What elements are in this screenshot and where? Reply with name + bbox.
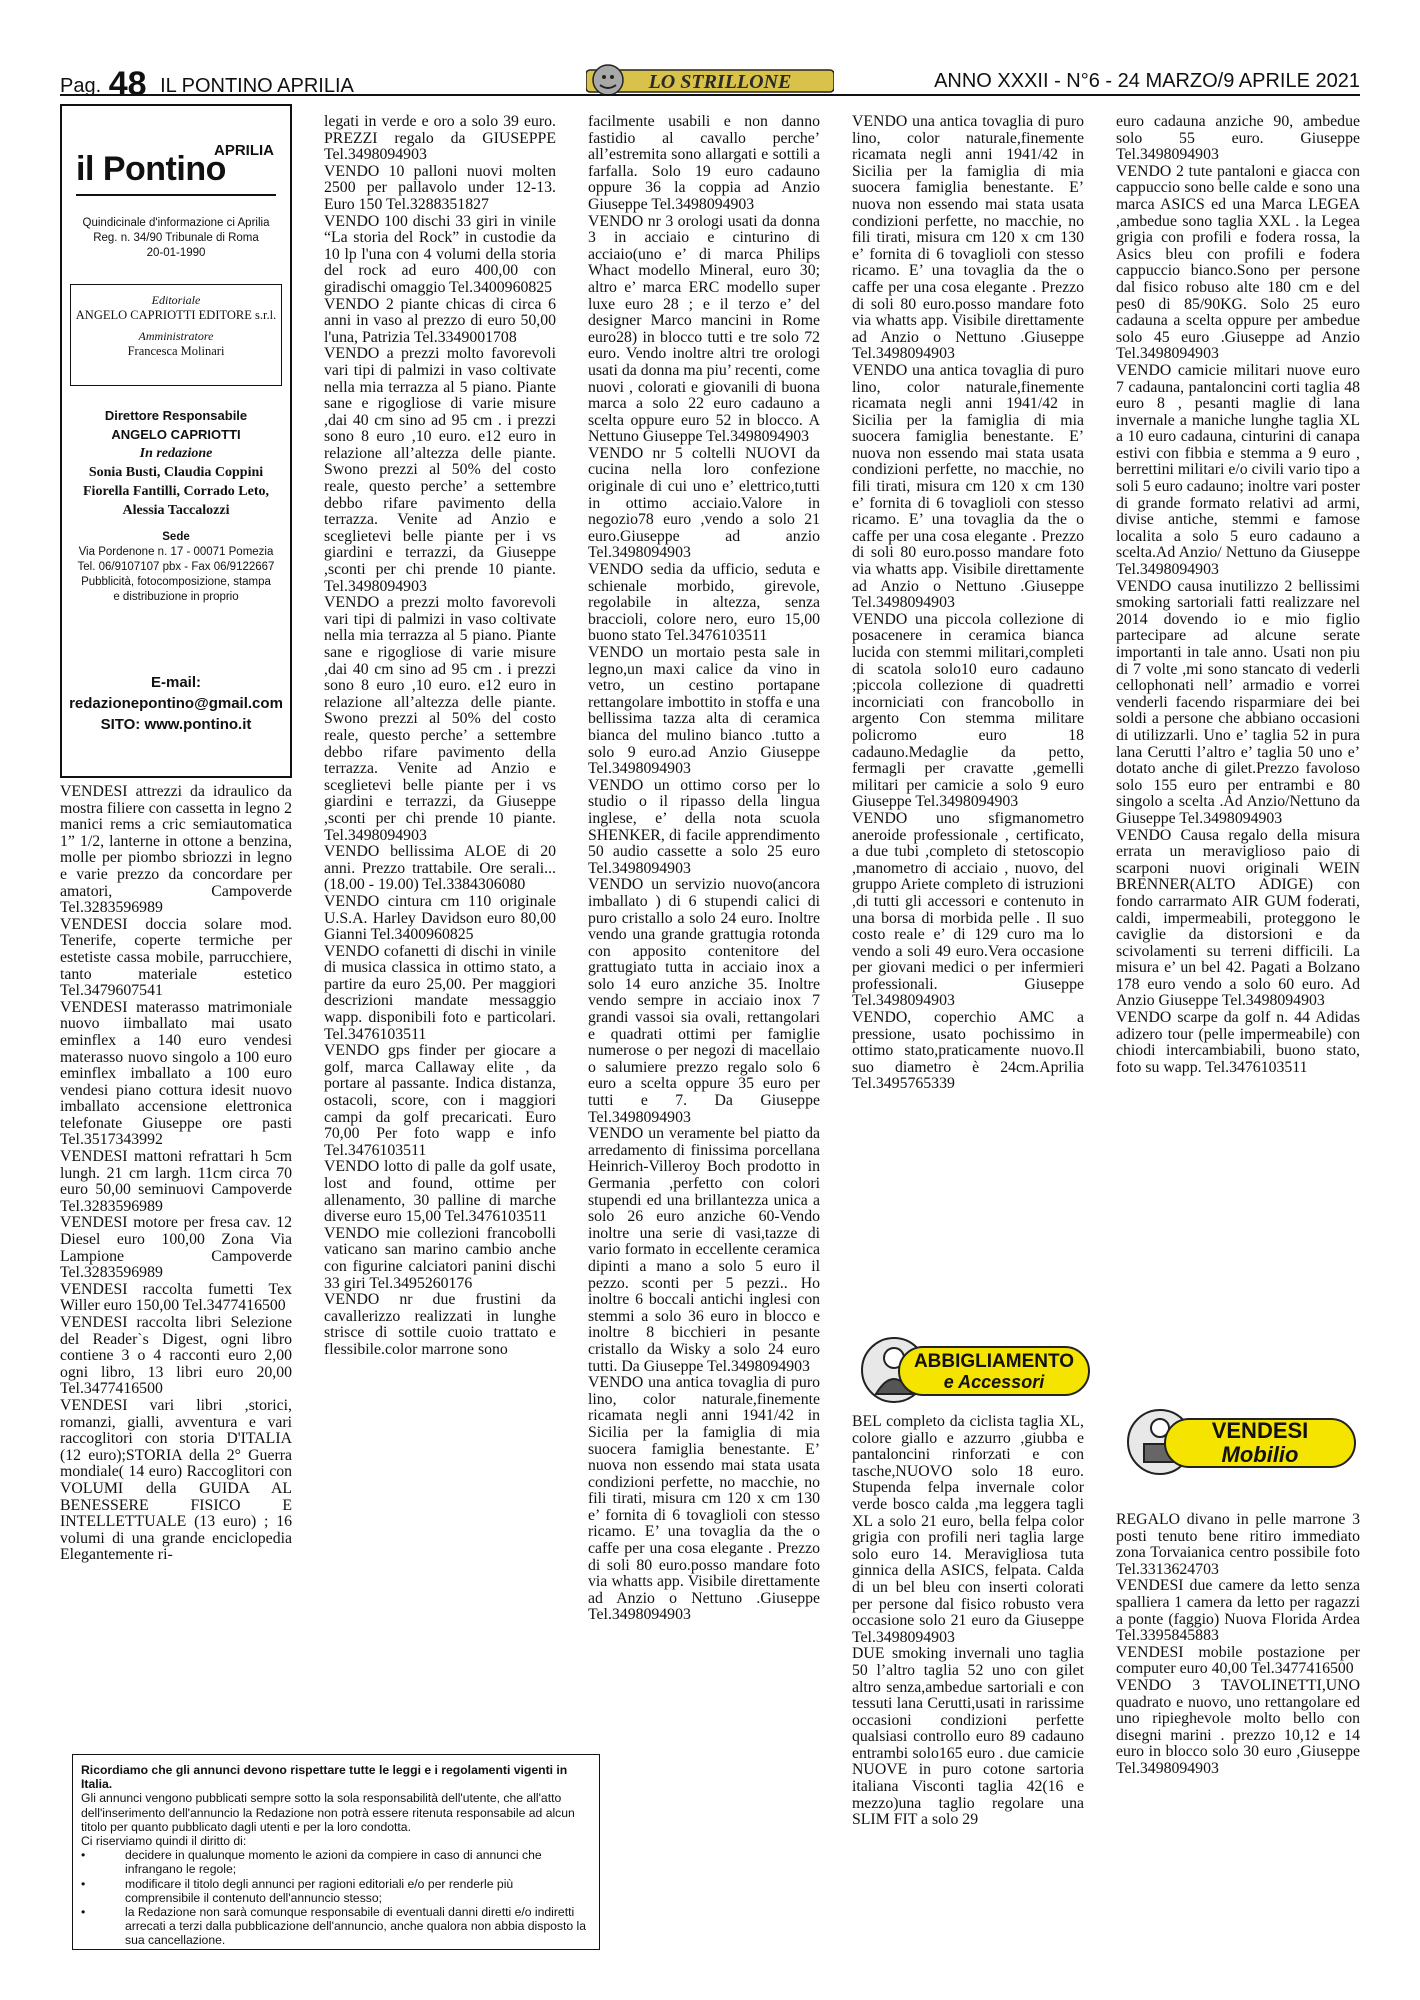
bullet-mark: • [81, 1905, 86, 1920]
ad-item: VENDO bellissima ALOE di 20 anni. Prezzo trattabile. Ore serali... (18.00 - 19.00) Tel.3384306080 [324, 843, 556, 894]
header-rule [60, 94, 1360, 96]
issue-info: ANNO XXXII - N°6 - 24 MARZO/9 APRILE 2021 [934, 70, 1360, 92]
ad-item: VENDO un mortaio pesta sale in legno,un maxi calice da vino in vetro, un cestino portapane rettangolare imbottito in stoffa e una bellissima tazza alta di ceramica bianca del mulino bianco .tutto a solo 9 euro.ad Anzio Giuseppe Tel.3498094903 [588, 644, 820, 778]
website-link[interactable]: SITO: www.pontino.it [100, 716, 252, 733]
ad-item: VENDO una antica tovaglia di puro lino, color naturale,finemente ricamata negli anni 1941/42 in Sicilia per la famiglia di mia suocera famiglia benestante. E’ nuova non essendo mai stata usata condizioni perfette, no macchie, no fili tirati, misura cm 120 x cm 130 e’ fornita di 6 tovaglioli con stesso ricamo. E’ una tovaglia da the o caffe per una cosa elegante . Prezzo di soli 80 euro.posso mandare foto via whatts app. Visibile direttamente ad Anzio o Nettuno .Giuseppe Tel.3498094903 [852, 361, 1084, 612]
ad-item: VENDO un ottimo corso per lo studio o il ripasso della lingua inglese, e’ della nota scuola SHENKER, di facile apprendimento 50 audio cassette a solo 25 euro Tel.3498094903 [588, 776, 820, 877]
ad-item: VENDESI due camere da letto senza spalliera 1 camera da letto per ragazzi a ponte (faggio) Nuova Florida Ardea Tel.3395845883 [1116, 1577, 1360, 1645]
page-label: Pag. [60, 75, 102, 97]
email-link[interactable]: redazionepontino@gmail.com [69, 695, 283, 712]
column-3 [588, 114, 820, 1964]
ad-item: VENDO 100 dischi 33 giri in vinile “La storia del Rock” in custodie da 10 lp l'una con 4 volumi della storia del rock ad euro 400,00 con giradischi omaggio Tel.3400960825 [324, 212, 556, 296]
bullet-mark: • [81, 1876, 86, 1891]
ad-item: VENDO una antica tovaglia di puro lino, color naturale,finemente ricamata negli anni 1941/42 in Sicilia per la famiglia di mia suocera famiglia benestante. E’ nuova non essendo mai stata usata condizioni perfette, no macchie, no fili tirati, misura cm 120 x cm 130 e’ fornita di 6 tovaglioli con stesso ricamo. E’ una tovaglia da the o caffe per una cosa elegante . Prezzo di soli 80 euro.posso mandare foto via whatts app. Visibile direttamente ad Anzio o Nettuno .Giuseppe Tel.3498094903 [852, 113, 1084, 363]
ad-item: VENDO cintura cm 110 originale U.S.A. Harley Davidson euro 80,00 Gianni Tel.3400960825 [324, 892, 556, 944]
publication-name: IL PONTINO APRILIA [160, 75, 354, 97]
ad-item: VENDO 10 palloni nuovi molten 2500 per pallavolo under 12-13. Euro 150 Tel.3288351827 [324, 162, 556, 213]
rules-notice-box [72, 1754, 600, 1950]
ad-item: VENDESI attrezzi da idraulico da mostra filiere con cassetta in legno 2 manici rems a cric semiautomatica 1” 1/2, lanterne in ottone a benzina, molle per piombo sbriozzi in legno e varie prezzo da concordare per amatori, Campoverde Tel.3283596989 [60, 783, 292, 917]
ad-item: VENDO mie collezioni francobolli vaticano san marino cambio anche con figurine calciatori panini dischi 33 giri Tel.3495260176 [324, 1224, 556, 1292]
ad-item: euro cadauna anziche 90, ambedue solo 55 euro. Giuseppe Tel.3498094903 [1116, 113, 1360, 164]
ad-item: legati in verde e oro a solo 39 euro. PREZZI regalo da GIUSEPPE Tel.3498094903 [324, 113, 556, 164]
notice-paragraph: Gli annunci vengono pubblicati sempre sotto la sola responsabilità dell'utente, che all'atto dell'inserimento dell'annuncio la Redazione non potrà essere ritenuta responsabile ad alcun titolo per quanto pubblicato dagli utenti e per la loro condotta. [81, 1791, 575, 1834]
notice-bullet: • decidere in qualunque momento le azioni da compiere in caso di annunci che infrangano le regole; [81, 1848, 542, 1877]
ad-item: VENDO 2 tute pantaloni e giacca con cappuccio sono belle calde e sono una marca ASICS ed una Marca LEGEA ,ambedue sono taglia XXL . la Legea grigia con profili e fodera rossa, la Asics bleu con profili e fodera cappuccio bianco.Sono per persone dal fisico robuso alte 180 cm e del pes0 di 85/90KG. Solo 25 euro cadauna a scelta oppure per ambedue solo 45 euro .Giuseppe ad Anzio Tel.3498094903 [1116, 162, 1360, 363]
logo-text: LO STRILLONE [648, 71, 792, 93]
ad-item: facilmente usabili e non danno fastidio al cavallo perche’ all’estremita sono allargati e sottili a farfalla. Solo 19 euro cadauno oppure 36 la coppia ad Anzio Giuseppe Tel.3498094903 [588, 113, 820, 213]
masthead-address: Sede Via Pordenone n. 17 - 00071 Pomezia Tel. 06/9107107 pbx - Fax 06/9122667 Pubblicità, fotocomposizione, stampa e distribuzione in proprio [77, 531, 275, 603]
section-banner-abbigliamento [858, 1334, 1090, 1406]
bullet-mark: • [81, 1848, 86, 1863]
ad-item: VENDO 2 piante chicas di circa 6 anni in vaso al prezzo di euro 50,00 l'una, Patrizia Tel.3349001708 [324, 295, 556, 346]
ad-item: VENDESI mobile postazione per computer euro 40,00 Tel.3477416500 [1116, 1643, 1360, 1678]
ad-item: REGALO divano in pelle marrone 3 posti tenuto bene ritiro immediato zona Torvaianica centro possibile foto Tel.3313624703 [1116, 1511, 1360, 1578]
ad-item: VENDESI doccia solare mod. Tenerife, coperte termiche per estetiste cassa mobile, parrucchiere, tanto materiale estetico Tel.3479607541 [60, 915, 292, 1000]
ad-item: VENDESI raccolta fumetti Tex Willer euro 150,00 Tel.3477416500 [60, 1280, 292, 1315]
masthead-box [60, 104, 292, 778]
column-4-clothing [852, 1414, 1084, 1974]
masthead-staff: Direttore Responsabile ANGELO CAPRIOTTI In redazione Sonia Busti, Claudia Coppini Fiorella Fantilli, Corrado Leto, Alessia Taccalozzi [83, 408, 269, 518]
ad-item: BEL completo da ciclista taglia XL, colore giallo e azzurro ,giubba e pantaloncini rinforzati e con tasche,NUOVO solo 18 euro. Stupenda felpa invernale color verde bosco calda ,ma leggera tagli XL a solo 21 euro, bella felpa color grigia con profili neri taglia large solo euro 14. Meravigliosa tuta ginnica della ASICS, felpata. Calda di un bel bleu con inserti colorati per persone dal fisico robusto vera occasione solo 21 euro da Giuseppe Tel.3498094903 [852, 1413, 1084, 1646]
ad-item: VENDO, coperchio AMC a pressione, usato pochissimo in ottimo stato,praticamente nuovo.Il suo diametro è 24cm.Aprilia Tel.3495765339 [852, 1009, 1084, 1093]
notice-bullet: • la Redazione non sarà comunque responsabile di eventuali danni diretti e/o indiretti arrecati a terzi dalla pubblicazione dell'annuncio, anche qualora non abbia disposto la sua cancellazione. [81, 1905, 587, 1948]
ad-item: VENDESI mattoni refrattari h 5cm lungh. 21 cm largh. 11cm circa 70 euro 50,00 seminuovi Campoverde Tel.3283596989 [60, 1148, 292, 1215]
ad-item: VENDO nr 5 coltelli NUOVI da cucina nella loro confezione originale di cui uno e’ elettrico,tutti in ottimo acciaio.Valore in negozio78 euro ,vendo a solo 21 euro.Giuseppe ad anzio Tel.3498094903 [588, 444, 820, 562]
masthead-contacts: E-mail: redazionepontino@gmail.com SITO: www.pontino.it [62, 672, 290, 735]
publisher-box: Editoriale ANGELO CAPRIOTTI EDITORE s.r.l. Amministratore Francesca Molinari [70, 284, 282, 386]
ad-item: VENDO 3 TAVOLINETTI,UNO quadrato e nuovo, uno rettangolare ed uno ripieghevole molto bello con disegni marini . prezzo 10,12 e 14 euro in blocco solo 30 euro ,Giuseppe Tel.3498094903 [1116, 1676, 1360, 1777]
ad-item: VENDO una antica tovaglia di puro lino, color naturale,finemente ricamata negli anni 1941/42 in Sicilia per la famiglia di mia suocera famiglia benestante. E’ nuova non essendo mai stata usata condizioni perfette, no macchie, no fili tirati, misura cm 120 x cm 130 e’ fornita di 6 tovaglioli con stesso ricamo. E’ una tovaglia da the o caffe per una cosa elegante . Prezzo di soli 80 euro.posso mandare foto via whatts app. Visibile direttamente ad Anzio o Nettuno .Giuseppe Tel.3498094903 [588, 1374, 820, 1624]
administrator-name: Francesca Molinari [127, 344, 225, 358]
ad-item: VENDESI vari libri ,storici, romanzi, gialli, avventura e vari raccoglitori con storia D'ITALIA (12 euro);STORIA della 2° Guerra mondiale( 14 euro) Raccoglitori con VOLUMI della GUIDA AL BENESSERE FISICO E INTELLETTUALE (13 euro) ; 16 volumi di una grande enciclopedia Elegantemente ri- [60, 1396, 292, 1564]
column-5-furniture [1116, 1512, 1360, 1966]
page-number: 48 [108, 65, 147, 103]
ad-item: VENDESI raccolta libri Selezione del Reader`s Digest, ogni libro contiene 3 o 4 racconti euro 2,00 ogni libro, 13 libri euro 20,00 Tel.3477416500 [60, 1314, 292, 1398]
ad-item: VENDESI motore per fresa cav. 12 Diesel euro 100,00 Zona Via Lampione Campoverde Tel.3283596989 [60, 1214, 292, 1282]
ad-item: VENDO lotto di palle da golf usate, lost and found, ottime per allenamento, 30 palline di marche diverse euro 15,00 Tel.3476103511 [324, 1158, 556, 1226]
ad-item: VENDO scarpe da golf n. 44 Adidas adizero tour (pelle impermeabile) con chiodi intercambiabili, buono stato, foto su wapp. Tel.3476103511 [1116, 1009, 1360, 1076]
ad-item: VENDO una piccola collezione di posacenere in ceramica bianca lucida con stemmi militari,completi di scatola solo10 euro cadauno ;piccola collezione di quadretti incorniciati con francobollo in argento Con stemma militare policromo euro 18 cadauno.Medaglie da petto, fermagli per cravatte ,gemelli militari per camicie a solo 9 euro Giuseppe Tel.3498094903 [852, 610, 1084, 811]
column-4 [852, 114, 1084, 1328]
column-1 [60, 784, 292, 1746]
notice-bullet: • modificare il titolo degli annunci per ragioni editoriali e/o per renderle più comprensibile il contenuto dell'annuncio stesso; [81, 1876, 514, 1905]
publisher-name: ANGELO CAPRIOTTI EDITORE s.r.l. [75, 308, 277, 322]
masthead-city: APRILIA [214, 142, 274, 159]
ad-item: VENDO cofanetti di dischi in vinile di musica classica in ottimo stato, a partire da euro 25,00. Per maggiori descrizioni mandate messaggio wapp. disponibili foto e particolari. Tel.3476103511 [324, 942, 556, 1043]
ad-item: VENDO gps finder per giocare a golf, marca Callaway elite , da portare al passante. Indica distanza, ostacoli, score, con i maggiori campi da golf precaricati. Euro 70,00 Per foto wapp e info Tel.3476103511 [324, 1042, 556, 1159]
masthead-title: il Pontino [76, 150, 226, 188]
ad-item: VENDESI materasso matrimoniale nuovo iimballato mai usato eminflex a 140 euro vendesi materasso nuovo singolo a 100 euro eminflex imballato a 100 euro vendesi piano cottura idesit nuovo imballato accensione elettronica telefonate Giuseppe ore pasti Tel.3517343992 [60, 998, 292, 1149]
ad-item: VENDO nr due frustini da cavallerizzo realizzati in lunghe strisce di sottile cuoio trattato e flessibile.color marrone sono [324, 1291, 556, 1358]
ad-item: VENDO camicie militari nuove euro 7 cadauna, pantaloncini corti taglia 48 euro 8 , pesanti maglie di lana invernale a maniche lunghe taglia XL a 10 euro cadauna, cinturini di canapa estivi con fibbia e stemma a 9 euro , berrettini militari e/o civili vario tipo a soli 5 euro cadauno; inoltre vari poster di grande formato relativi ad armi, divise antiche, stemmi e famose localita a solo 5 euro cadauno a scelta.Ad Anzio/ Nettuno da Giuseppe Tel.3498094903 [1116, 361, 1360, 579]
ad-item: VENDO a prezzi molto favorevoli vari tipi di palmizi in vaso coltivate nella mia terrazza al 5 piano. Piante sane e rigogliose di varie misure ,dai 40 cm sino ad 95 cm . i prezzi sono 8 euro ,10 euro. e12 euro in relazione all’altezza delle piante. Swono prezzi al 50% del costo reale, questo perche’ a settembre debbo rifare pavimento della terrazza. Venite ad Anzio e sceglietevi belle piante per i vs giardini e terrazzi, da Giuseppe ,sconti per chi prende 10 piante. Tel.3498094903 [324, 594, 556, 844]
column-2 [324, 114, 556, 1746]
notice-paragraph: Ci riserviamo quindi il diritto di: [81, 1834, 247, 1849]
ad-item: VENDO un servizio nuovo(ancora imballato ) di 6 stupendi calici di puro cristallo a solo 24 euro. Inoltre vendo una grande grattugia rotonda con apposito contenitore del grattugiato tutta in acciaio inox a solo 14 euro anziche 35. Inoltre vendo sempre in acciaio inox 7 grandi vassoi sia ovali, rettangolari e quadrati ottimi per famiglie numerose o per negozi di macellaio o salumiere prezzo regalo solo 6 euro a scelta oppure 35 euro per tutti e 7. Da Giuseppe Tel.3498094903 [588, 876, 820, 1126]
ad-item: VENDO un veramente bel piatto da arredamento di finissima porcellana Heinrich-Villeroy Boch prodotto in Germania ,perfetto con colori stupendi ed una brillantezza unica a solo 26 euro anziche 60-Vendo inoltre una serie di vasi,tazze di vario formato in eccellente ceramica dipinti a mano a solo 5 euro il pezzo. sconti per 5 pezzi.. Ho inoltre 6 boccali antichi inglesi con stemmi a solo 36 euro in blocco e inoltre 8 bicchieri in pesante cristallo da Wisky a solo 24 euro tutti. Da Giuseppe Tel.3498094903 [588, 1125, 820, 1375]
ad-item: VENDO uno sfigmanometro aneroide professionale , certificato, a due tubi ,completo di stetoscopio ,manometro di acciaio , nuovo, del gruppo Ariete completo di istruzioni ,di tutti gli accessori e contenuto in una borsa di morbida pelle . Il suo costo reale e’ di 129 curo ma lo vendo a soli 49 euro.Vera occasione per giovani medici o per infermieri professionali. Giuseppe Tel.3498094903 [852, 809, 1084, 1010]
banner-label: ABBIGLIAMENTO e Accessori [898, 1346, 1090, 1396]
masthead-registration: Quindicinale d'informazione ci Aprilia Reg. n. 34/90 Tribunale di Roma 20-01-1990 [82, 217, 270, 259]
ad-item: VENDO a prezzi molto favorevoli vari tipi di palmizi in vaso coltivate nella mia terrazza al 5 piano. Piante sane e rigogliose di varie misure ,dai 40 cm sino ad 95 cm . i prezzi sono 8 euro ,10 euro. e12 euro in relazione all’altezza delle piante. Swono prezzi al 50% del costo reale, questo perche’ a settembre debbo rifare pavimento della terrazza. Venite ad Anzio e sceglietevi belle piante per i vs giardini e terrazzi, da Giuseppe ,sconti per chi prende 10 piante. Tel.3498094903 [324, 345, 556, 595]
column-5 [1116, 114, 1360, 1390]
ad-item: VENDO nr 3 orologi usati da donna 3 in acciaio e cinturino di acciaio(uno e’ di marca Philips Whact modello Mineral, euro 30; altro e’ marca ERC modello super luxe euro 28 ; e il terzo e’ del designer Marco mancini in Rome euro28) in blocco tutti e tre solo 72 euro. Vendo inoltre altri tre orologi usati da donna ma piu’ recenti, come nuovi , colorati e giovanili di buona marca a solo 22 euro cadauno a scelta oppure euro 52 in blocco. A Nettuno Giuseppe Tel.3498094903 [588, 212, 820, 446]
ad-item: VENDO causa inutilizzo 2 bellissimi smoking sartoriali fatti realizzare nel 2014 dovendo io e mio figlio partecipare ad alcune serate importanti in tale anno. Usati non piu di 7 volte ,mi sono stancato di vederli cellophonati nell’ armadio e vorrei venderli facendo risparmiare dei bei soldi a persone che abbiano occasioni di utilizzarli. Uno e’ taglia 52 in pura lana Cerutti l’altro e’ taglia 50 uno e’ dotato anche di gilet.Prezzo favoloso solo 155 euro per entrambi e 80 singolo a scelta .Ad Anzio/Nettuno da Giuseppe Tel.3498094903 [1116, 577, 1360, 827]
notice-lead: Ricordiamo che gli annunci devono rispettare tutte le leggi e i regolamenti vigenti in Italia. [81, 1763, 568, 1792]
ad-item: VENDO Causa regalo della misura errata un meraviglioso paio di scarponi nuovi originali WEIN BRENNER(ALTO ADIGE) con fondo carrarmato AIR GUM foderati, caldi, impermeabili, proteggono le caviglie da distorsioni e da scivolamenti su terreni difficili. La misura e’ un bel 42. Pagati a Bolzano 178 euro vendo a solo 60 euro. Ad Anzio Giuseppe Tel.3498094903 [1116, 826, 1360, 1010]
ad-item: VENDO sedia da ufficio, seduta e schienale morbido, girevole, regolabile in altezza, senza braccioli, colore nero, euro 15,00 buono stato Tel.3476103511 [588, 561, 820, 645]
masthead-title-rule [76, 194, 276, 196]
ad-item: DUE smoking invernali uno taglia 50 l’altro taglia 52 uno con gilet altro senza,ambedue sartoriali e con tessuti lana Cerutti,usati in rarissime occasioni condizioni perfette qualsiasi controllo euro 89 cadauno entrambi solo165 euro . due camicie NUOVE in puro cotone sartoria italiana Visconti taglia 42(16 e mezzo)una taglio regolare una SLIM FIT a solo 29 [852, 1645, 1084, 1829]
section-banner-mobilio [1124, 1406, 1356, 1478]
banner-label: VENDESI Mobilio [1164, 1418, 1356, 1468]
